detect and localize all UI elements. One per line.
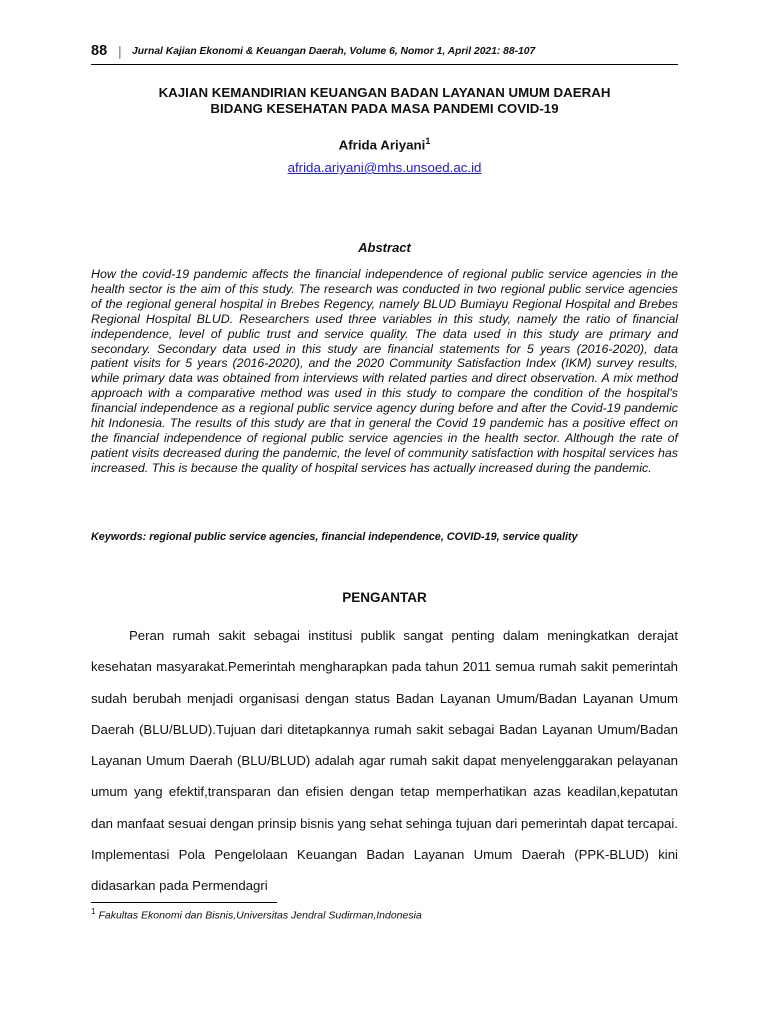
paper-title xyxy=(91,85,678,116)
keywords: Keywords: regional public service agencies, financial independence, COVID-19, service quality xyxy=(91,531,578,543)
page-number: 88 xyxy=(91,43,108,59)
footnote xyxy=(91,907,422,922)
footnote-text: Fakultas Ekonomi dan Bisnis,Universitas Jendral Sudirman,Indonesia xyxy=(98,909,422,922)
author-footnote-mark: 1 xyxy=(425,136,431,146)
body-paragraph: Peran rumah sakit sebagai institusi publik sangat penting dalam meningkatkan derajat kesehatan masyarakat.Pemerintah mengharapkan pada tahun 2011 semua rumah sakit pemerintah sudah berubah menjadi organisasi dengan status Badan Layanan Umum/Badan Layanan Umum Daerah (BLU/BLUD).Tujuan dari ditetapkannya rumah sakit sebagai Badan Layanan Umum/Badan Layanan Umum Daerah (BLU/BLUD) adalah agar rumah sakit dapat menyelenggarakan pelayanan umum yang efektif,transparan dan efisien dengan tetap memperhatikan azas keadilan,kepatutan dan manfaat sesuai dengan prinsip bisnis yang sehat sehinga tujuan dari pemerintah dapat tercapai. Implementasi Pola Pengelolaan Keuangan Badan Layanan Umum Daerah (PPK-BLUD) kini didasarkan pada Permendagri xyxy=(91,628,678,894)
author-email-link[interactable]: afrida.ariyani@mhs.unsoed.ac.id xyxy=(287,160,482,175)
paper-title-line-1: KAJIAN KEMANDIRIAN KEUANGAN BADAN LAYANAN UMUM DAERAH xyxy=(158,85,611,100)
running-header xyxy=(91,42,678,65)
header-separator: | xyxy=(118,43,122,59)
abstract-text: How the covid-19 pandemic affects the financial independence of regional public service agencies in the health sector is the aim of this study. The research was conducted in two regional public service agencies of the regional general hospital in Brebes Regency, namely BLUD Bumiayu Regional Hospital and Brebes Regional Hospital BLUD. Researchers used three variables in this study, namely the ratio of financial independence, level of public trust and service quality. The data used in this study are primary and secondary. Secondary data used in this study are financial statements for 5 years (2016-2020), data patient visits for 5 years (2016-2020), and the 2020 Community Satisfaction Index (IKM) survey results, while primary data was obtained from interviews with related parties and direct observation. A mix method approach with a comparative method was used in this study to compare the condition of the hospital's financial independence as a regional public service agency during before and after the Covid-19 pandemic hit Indonesia. The results of this study are that in general the Covid 19 pandemic has a positive effect on the financial independence of regional public service agencies in the health sector. Although the rate of patient visits decreased during the pandemic, the level of community satisfaction with hospital services has increased. This is because the quality of hospital services has actually increased during the pandemic. xyxy=(91,267,678,475)
section-heading: PENGANTAR xyxy=(342,590,427,605)
paper-title-line-2: BIDANG KESEHATAN PADA MASA PANDEMI COVID-19 xyxy=(210,100,559,116)
footnote-divider xyxy=(91,902,277,903)
journal-citation: Jurnal Kajian Ekonomi & Keuangan Daerah, Volume 6, Nomor 1, April 2021: 88-107 xyxy=(132,46,536,57)
abstract-heading: Abstract xyxy=(358,240,411,255)
author xyxy=(91,136,678,152)
footnote-mark: 1 xyxy=(91,907,96,916)
author-name: Afrida Ariyani xyxy=(338,137,426,153)
